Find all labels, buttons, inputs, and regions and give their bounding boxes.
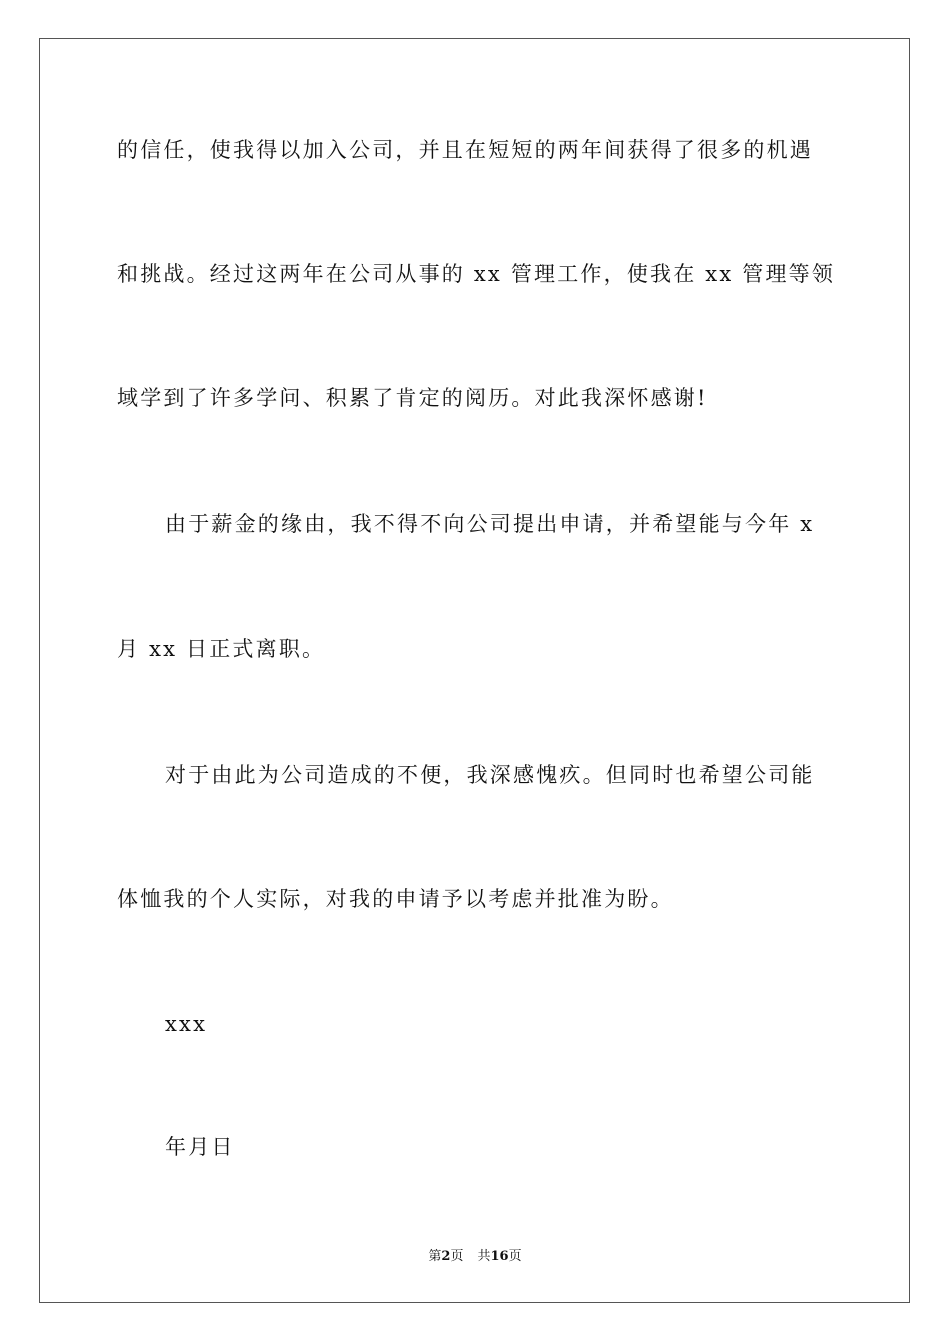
body-line-6: 对于由此为公司造成的不便，我深感愧疚。但同时也希望公司能 bbox=[165, 763, 815, 787]
signature-name: xxx bbox=[165, 1012, 208, 1036]
page-unit: 页 bbox=[450, 1249, 464, 1264]
page-prefix: 第 bbox=[428, 1249, 442, 1264]
total-pages: 16 bbox=[490, 1249, 509, 1264]
body-line-2: 和挑战。经过这两年在公司从事的 xx 管理工作，使我在 xx 管理等领 bbox=[117, 262, 836, 286]
body-line-5: 月 xx 日正式离职。 bbox=[117, 637, 326, 661]
body-line-7: 体恤我的个人实际，对我的申请予以考虑并批准为盼。 bbox=[117, 887, 674, 911]
signature-date: 年月日 bbox=[165, 1135, 235, 1159]
page-footer bbox=[0, 1248, 950, 1266]
body-line-4: 由于薪金的缘由，我不得不向公司提出申请，并希望能与今年 x bbox=[165, 512, 815, 536]
total-unit: 页 bbox=[508, 1249, 522, 1264]
page-current: 2 bbox=[441, 1249, 451, 1264]
body-line-1: 的信任，使我得以加入公司，并且在短短的两年间获得了很多的机遇 bbox=[117, 138, 813, 162]
body-line-3: 域学到了许多学问、积累了肯定的阅历。对此我深怀感谢! bbox=[117, 386, 708, 410]
page-frame bbox=[39, 38, 910, 1303]
total-prefix: 共 bbox=[477, 1249, 491, 1264]
